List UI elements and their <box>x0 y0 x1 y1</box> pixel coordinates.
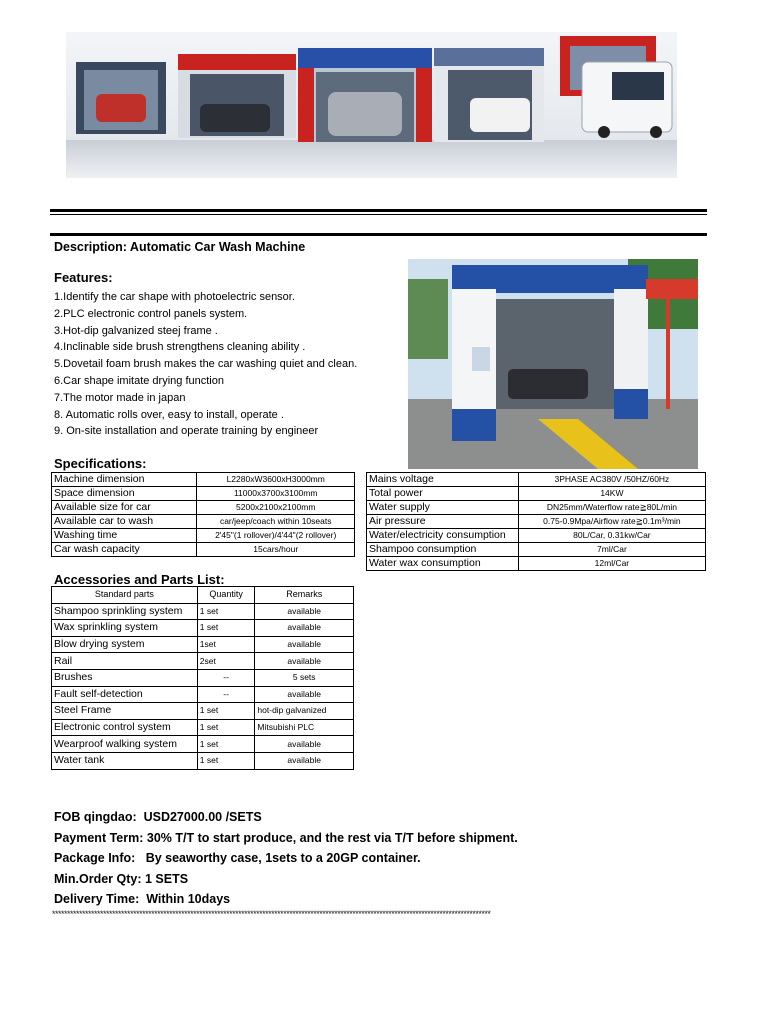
table-row <box>52 686 354 703</box>
spec-label: Machine dimension <box>52 473 197 487</box>
spec-label: Water wax consumption <box>367 557 519 571</box>
feature-item: 3.Hot-dip galvanized steej frame . <box>54 324 218 337</box>
part-remark: available <box>255 620 354 637</box>
feature-item: 9. On-site installation and operate training by engineer <box>54 425 319 438</box>
term-label: Payment Term: <box>54 830 144 845</box>
term-label: Min.Order Qty: <box>54 871 142 886</box>
part-qty: 1 set <box>197 752 255 769</box>
term-min-order <box>54 869 518 890</box>
feature-item: 6.Car shape imitate drying function <box>54 374 224 387</box>
spec-label: Car wash capacity <box>52 543 197 557</box>
term-label: Delivery Time: <box>54 892 140 906</box>
part-name: Rail <box>52 653 198 670</box>
product-photo <box>408 259 698 469</box>
part-qty: 1set <box>197 636 255 653</box>
term-label: Package Info: <box>54 851 136 865</box>
table-header-row <box>52 587 354 604</box>
table-row <box>52 501 355 515</box>
term-delivery <box>54 889 518 910</box>
table-row <box>367 515 706 529</box>
table-row <box>52 703 354 720</box>
term-package <box>54 848 518 869</box>
spec-label: Water/electricity consumption <box>367 529 519 543</box>
spec-label: Air pressure <box>367 515 519 529</box>
spec-label: Space dimension <box>52 487 197 501</box>
table-row <box>52 752 354 769</box>
term-value: USD27000.00 /SETS <box>143 810 262 824</box>
part-remark: available <box>255 603 354 620</box>
table-row <box>52 620 354 637</box>
spec-value: DN25mm/Waterflow rate≧80L/min <box>518 501 705 515</box>
star-divider: ************************************************************************************************************************************************** <box>52 909 491 919</box>
spec-label: Available car to wash <box>52 515 197 529</box>
part-name: Shampoo sprinkling system <box>52 603 198 620</box>
part-name: Electronic control system <box>52 719 198 736</box>
part-remark: available <box>255 752 354 769</box>
column-header: Standard parts <box>52 587 198 604</box>
description-title: Description: Automatic Car Wash Machine <box>54 240 306 254</box>
part-remark: hot-dip galvanized <box>255 703 354 720</box>
spec-value: 14KW <box>518 487 705 501</box>
part-name: Wearproof walking system <box>52 736 198 753</box>
part-remark: available <box>255 686 354 703</box>
spec-label: Total power <box>367 487 519 501</box>
part-name: Fault self-detection <box>52 686 198 703</box>
part-name: Brushes <box>52 669 198 686</box>
part-qty: 1 set <box>197 620 255 637</box>
part-remark: available <box>255 636 354 653</box>
table-row <box>52 487 355 501</box>
table-row <box>52 543 355 557</box>
term-payment <box>54 828 518 849</box>
part-remark: available <box>255 653 354 670</box>
part-qty: -- <box>197 686 255 703</box>
spec-value: 12ml/Car <box>518 557 705 571</box>
part-remark: Mitsubishi PLC <box>255 719 354 736</box>
table-row <box>367 543 706 557</box>
part-qty: 1 set <box>197 603 255 620</box>
banner-image <box>66 32 677 178</box>
divider-top-thin <box>50 214 707 215</box>
spec-label: Available size for car <box>52 501 197 515</box>
term-value: 1 SETS <box>145 871 189 886</box>
spec-value: 0.75-0.9Mpa/Airflow rate≧0.1m³/min <box>518 515 705 529</box>
term-value: By seaworthy case, 1sets to a 20GP container. <box>145 851 421 865</box>
specifications-title: Specifications: <box>54 456 147 471</box>
spec-label: Washing time <box>52 529 197 543</box>
term-label: FOB qingdao: <box>54 810 137 824</box>
table-row <box>52 603 354 620</box>
spec-label: Water supply <box>367 501 519 515</box>
table-row <box>367 501 706 515</box>
column-header: Quantity <box>197 587 255 604</box>
table-row <box>52 636 354 653</box>
part-remark: available <box>255 736 354 753</box>
term-fob <box>54 807 518 828</box>
spec-value: 7ml/Car <box>518 543 705 557</box>
feature-item: 5.Dovetail foam brush makes the car washing quiet and clean. <box>54 358 358 371</box>
trade-terms <box>54 807 518 910</box>
part-remark: 5 sets <box>255 669 354 686</box>
table-row <box>52 515 355 529</box>
accessories-title: Accessories and Parts List: <box>54 572 225 587</box>
column-header: Remarks <box>255 587 354 604</box>
term-value: 30% T/T to start produce, and the rest via T/T before shipment. <box>146 830 518 845</box>
feature-item: 1.Identify the car shape with photoelectric sensor. <box>54 291 295 303</box>
divider-mid <box>50 233 707 236</box>
table-row <box>52 529 355 543</box>
term-value: Within 10days <box>146 892 231 906</box>
table-row <box>367 529 706 543</box>
spec-value: 15cars/hour <box>197 543 355 557</box>
part-qty: 1 set <box>197 703 255 720</box>
feature-item: 4.Inclinable side brush strengthens cleaning ability . <box>54 341 306 354</box>
part-name: Steel Frame <box>52 703 198 720</box>
features-title: Features: <box>54 270 113 285</box>
accessories-table <box>51 586 354 770</box>
part-name: Blow drying system <box>52 636 198 653</box>
table-row <box>52 719 354 736</box>
specs-left-table <box>51 472 355 557</box>
table-row <box>367 487 706 501</box>
part-name: Water tank <box>52 752 198 769</box>
table-row <box>367 473 706 487</box>
table-row <box>367 557 706 571</box>
part-qty: 1 set <box>197 719 255 736</box>
table-row <box>52 669 354 686</box>
spec-label: Shampoo consumption <box>367 543 519 557</box>
part-qty: 2set <box>197 653 255 670</box>
part-qty: 1 set <box>197 736 255 753</box>
spec-label: Mains voltage <box>367 473 519 487</box>
features-list <box>54 289 357 440</box>
part-qty: -- <box>197 669 255 686</box>
spec-value: car/jeep/coach within 10seats <box>197 515 355 529</box>
spec-value: L2280xW3600xH3000mm <box>197 473 355 487</box>
specs-right-table <box>366 472 706 571</box>
part-name: Wax sprinkling system <box>52 620 198 637</box>
table-row <box>52 736 354 753</box>
table-row <box>52 473 355 487</box>
table-row <box>52 653 354 670</box>
spec-value: 5200x2100x2100mm <box>197 501 355 515</box>
feature-item: 2.PLC electronic control panels system. <box>54 307 248 320</box>
spec-value: 80L/Car, 0.31kw/Car <box>518 529 705 543</box>
divider-top <box>50 209 707 212</box>
spec-value: 3PHASE AC380V /50HZ/60Hz <box>518 473 705 487</box>
feature-item: 8. Automatic rolls over, easy to install, operate . <box>54 408 284 421</box>
feature-item: 7.The motor made in japan <box>54 391 186 404</box>
spec-value: 2'45"(1 rollover)/4'44"(2 rollover) <box>197 529 355 543</box>
spec-value: 11000x3700x3100mm <box>197 487 355 501</box>
